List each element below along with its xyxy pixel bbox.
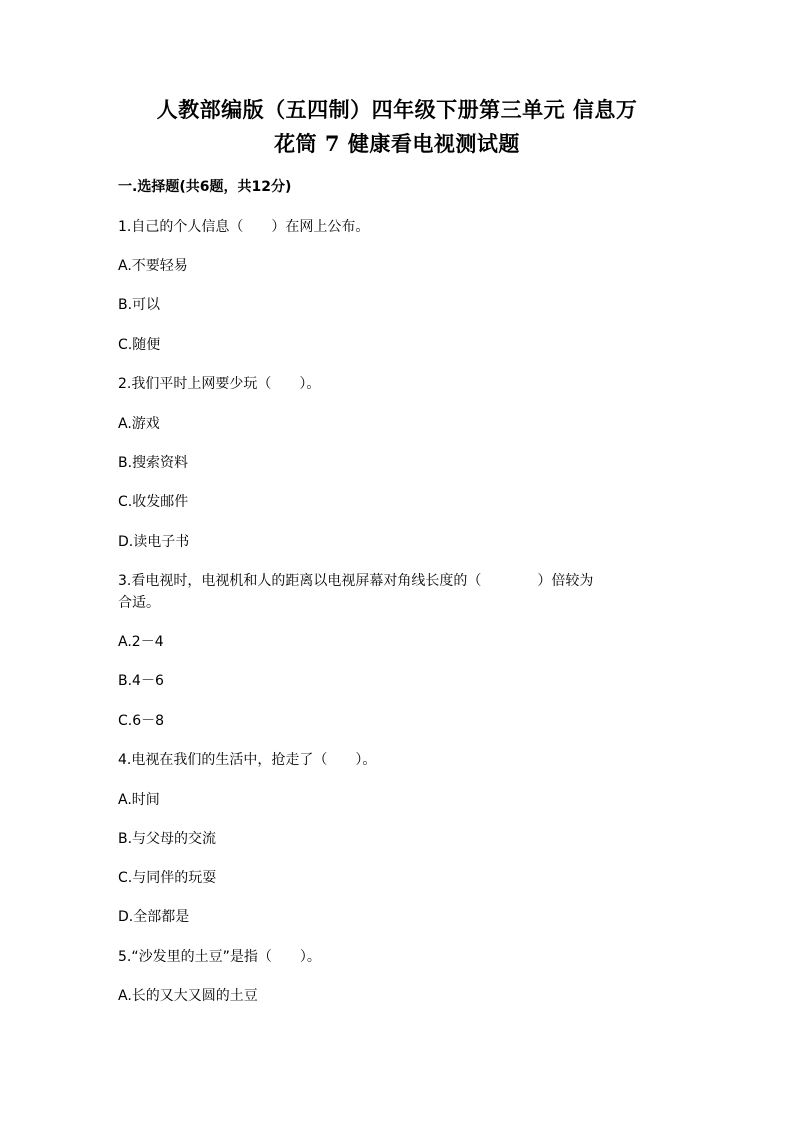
document-title-line-1: 人教部编版（五四制）四年级下册第三单元 信息万 xyxy=(156,97,638,122)
document-title-line-2: 花筒 7 健康看电视测试题 xyxy=(274,131,520,156)
question-2-option-d: D.读电子书 xyxy=(118,534,190,550)
question-1-option-b: B.可以 xyxy=(118,297,161,313)
question-4-option-c: C.与同伴的玩耍 xyxy=(118,870,217,886)
question-4-option-b: B.与父母的交流 xyxy=(118,831,217,847)
question-5-option-a: A.长的又大又圆的土豆 xyxy=(118,988,258,1004)
question-1-option-a: A.不要轻易 xyxy=(118,258,188,274)
section-heading: 一.选择题(共6题，共12分) xyxy=(118,179,292,195)
question-3-option-c: C.6－8 xyxy=(118,713,165,729)
question-4-option-a: A.时间 xyxy=(118,792,160,808)
question-2-option-c: C.收发邮件 xyxy=(118,494,189,510)
question-4-option-d: D.全部都是 xyxy=(118,909,190,925)
question-3-stem-line-2: 合适。 xyxy=(118,595,160,611)
question-2-stem: 2.我们平时上网要少玩（ ）。 xyxy=(118,376,321,392)
question-1-option-c: C.随便 xyxy=(118,337,161,353)
question-2-option-b: B.搜索资料 xyxy=(118,455,189,471)
question-3-stem-line-1: 3.看电视时，电视机和人的距离以电视屏幕对角线长度的（ ）倍较为 xyxy=(118,573,594,589)
question-5-stem: 5.“沙发里的土豆”是指（ ）。 xyxy=(118,949,321,965)
question-2-option-a: A.游戏 xyxy=(118,416,160,432)
question-3-option-a: A.2－4 xyxy=(118,634,164,650)
question-1-stem: 1.自己的个人信息（ ）在网上公布。 xyxy=(118,219,370,235)
question-3-option-b: B.4－6 xyxy=(118,673,164,689)
question-4-stem: 4.电视在我们的生活中，抢走了（ ）。 xyxy=(118,752,377,768)
